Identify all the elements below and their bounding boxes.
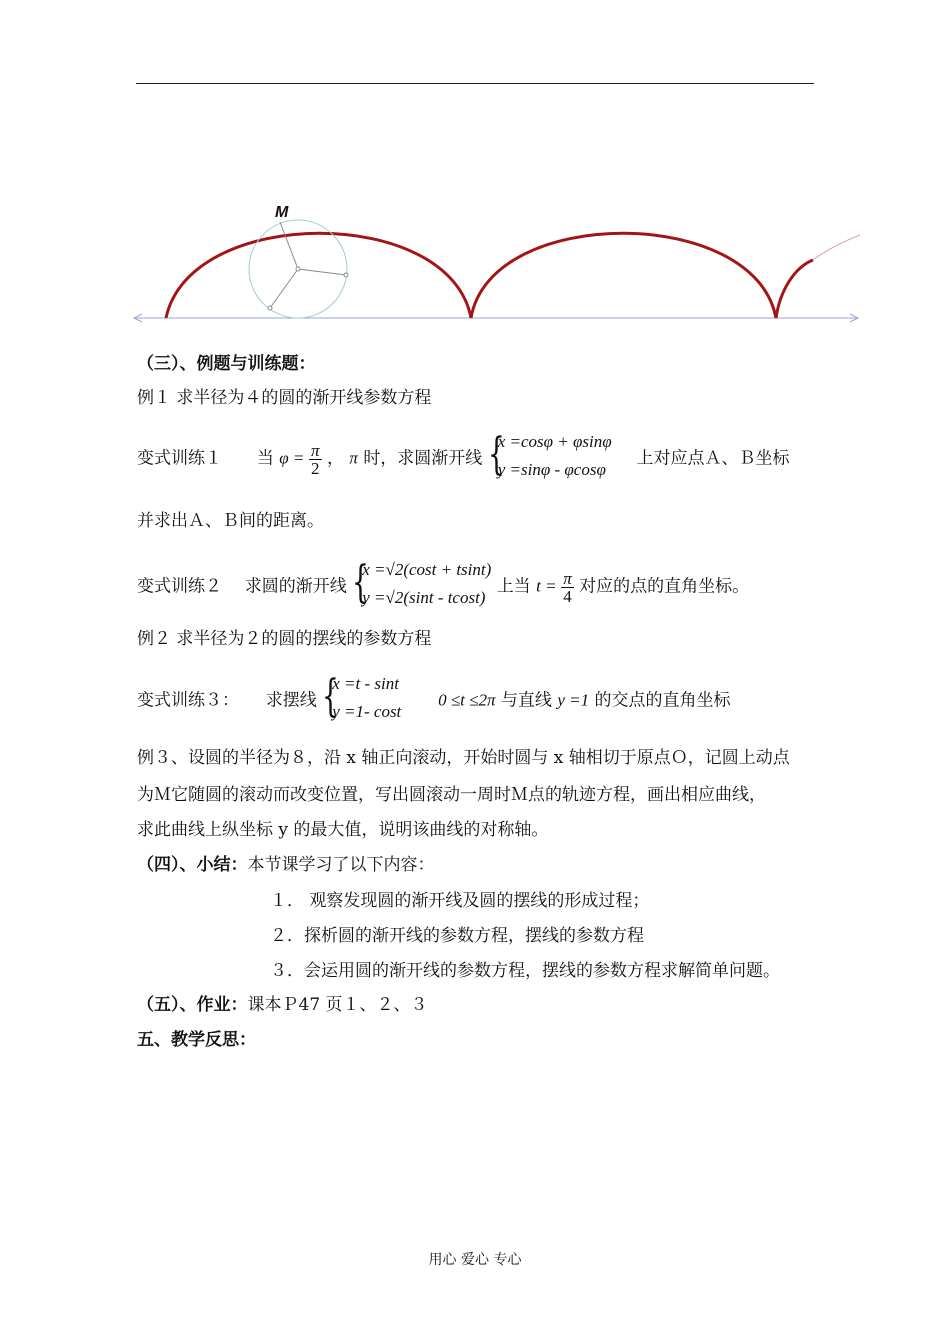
section-6-heading: 五、教学反思： — [137, 1030, 256, 1050]
point-bottom — [268, 306, 272, 310]
variant-2-tail: 对应的点的直角坐标。 — [579, 576, 750, 597]
variant-3-label: 变式训练３： — [137, 690, 239, 711]
variant-3 — [137, 671, 731, 726]
variant-3-with: 与直线 — [500, 690, 552, 711]
page-footer: 用心 爱心 专心 — [428, 1252, 522, 1268]
system-2-row-1: x =√2(cost + tsint) — [362, 560, 492, 579]
homework-text: 课本Ｐ47 页１、２、３ — [247, 995, 428, 1015]
involute-system-1: { x =cosφ + φsinφ y =sinφ - φcosφ — [488, 428, 612, 484]
system-3-row-1: x =t - sint — [332, 674, 399, 693]
variant-3-tail: 的交点的直角坐标 — [594, 690, 731, 711]
variant-2-mid: 求圆的渐开线 — [244, 576, 347, 597]
radius-bottom — [270, 269, 298, 308]
system-2-row-2: y =√2(sint - tcost) — [362, 588, 486, 607]
cycloid-system: { x =t - sint y =1- cost — [322, 670, 401, 726]
variant-1-continued: 并求出Ａ、Ｂ间的距离。 — [137, 511, 324, 531]
example-1: 例１ 求半径为４的圆的渐开线参数方程 — [137, 388, 432, 408]
section-5 — [137, 994, 428, 1016]
variant-2-when: 上当 — [496, 576, 531, 597]
summary-item-1: １． 观察发现圆的渐开线及圆的摆线的形成过程； — [270, 891, 650, 911]
t-symbol: t — [536, 576, 541, 596]
variant-1-mid: 时，求圆渐开线 — [363, 448, 483, 469]
frac-pi-2: $\frac{\pi}{2}$ — [311, 440, 320, 478]
system-1-row-2: y =sinφ - φcosφ — [497, 460, 606, 479]
section-5-heading: （五）、作业： — [137, 995, 248, 1015]
cycloid-figure — [130, 195, 865, 330]
section-3-heading: （三）、例题与训练题： — [137, 354, 316, 374]
example-2: 例２ 求半径为２的圆的摆线的参数方程 — [137, 629, 432, 649]
line-y-1: y =1 — [557, 690, 590, 710]
phi-symbol: φ — [279, 448, 289, 468]
example-3-line-1: 例３、设圆的半径为８，沿 x 轴正向滚动，开始时圆与 x 轴相切于原点Ｏ，记圆上动点 — [137, 748, 790, 768]
equals-2: = — [546, 576, 556, 596]
header-rule — [136, 83, 814, 84]
variant-1-when: 当 — [256, 448, 274, 469]
equals: = — [294, 448, 304, 468]
label-m: M — [275, 204, 289, 221]
variant-1-label: 变式训练１ — [137, 448, 222, 469]
system-1-row-1: x =cosφ + φsinφ — [497, 432, 612, 451]
comma: ， — [326, 448, 344, 469]
t-range: 0 ≤t ≤2π — [438, 690, 496, 710]
variant-3-mid: 求摆线 — [265, 690, 317, 711]
cycloid-arch-1 — [166, 233, 471, 318]
section-4 — [137, 854, 435, 876]
variant-1 — [137, 429, 790, 484]
center-point — [296, 267, 300, 271]
involute-system-2: { x =√2(cost + tsint) y =√2(sint - tcost) — [352, 556, 491, 612]
summary-item-2: ２．探析圆的渐开线的参数方程，摆线的参数方程 — [270, 926, 644, 946]
radius-m — [280, 222, 298, 269]
cycloid-arch-2 — [471, 233, 776, 318]
system-3-row-2: y =1- cost — [332, 702, 402, 721]
example-3-line-3: 求此曲线上纵坐标 y 的最大值，说明该曲线的对称轴。 — [137, 820, 549, 840]
variant-2-label: 变式训练２ — [137, 576, 222, 597]
point-right — [344, 273, 348, 277]
example-3-line-2: 为Ｍ它随圆的滚动而改变位置，写出圆滚动一周时Ｍ点的轨迹方程，画出相应曲线， — [137, 785, 766, 805]
cycloid-arch-3 — [776, 260, 813, 318]
variant-2 — [137, 557, 750, 612]
section-4-intro: 本节课学习了以下内容： — [247, 855, 435, 875]
radius-right — [298, 269, 346, 275]
summary-item-3: ３．会运用圆的渐开线的参数方程，摆线的参数方程求解简单问题。 — [270, 961, 780, 981]
cycloid-arch-3-faint — [813, 235, 860, 260]
section-4-heading: （四）、小结： — [137, 855, 248, 875]
pi-symbol: π — [349, 448, 358, 468]
frac-pi-4: $\frac{\pi}{4}$ — [563, 568, 572, 606]
variant-1-tail: 上对应点Ａ、Ｂ坐标 — [636, 448, 790, 469]
